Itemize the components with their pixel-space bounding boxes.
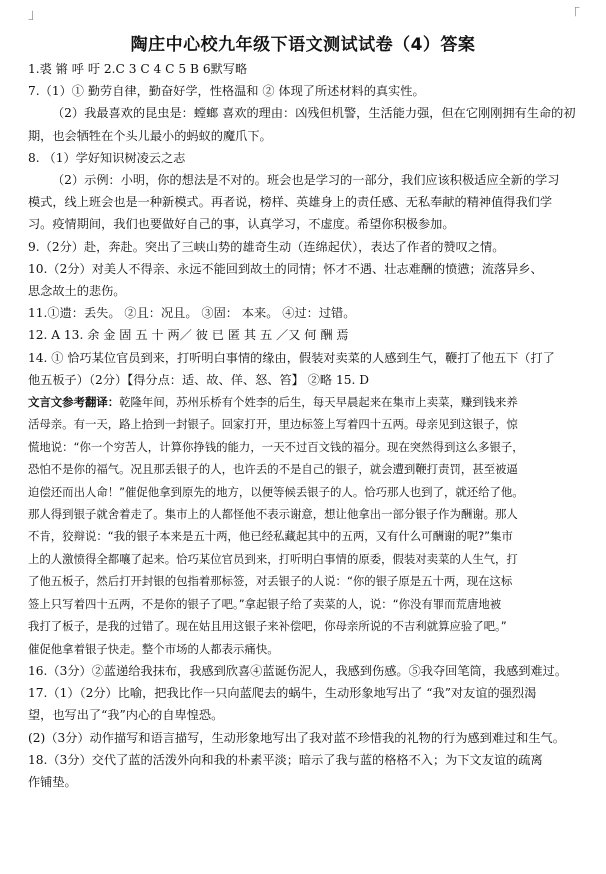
- translation-line-3: 慌地说：“你一个穷苦人，计算你挣钱的能力，一天不过百文钱的福分。现在突然得到这么多银子，: [28, 439, 524, 454]
- corner-crop-mark-left: 」: [28, 7, 42, 23]
- translation-line-1: 文言文参考翻译：乾隆年间，苏州乐桥有个姓李的后生，每天早晨起来在集市上卖菜，赚到钱来养: [28, 395, 518, 410]
- translation-line-10: 签上只写着四十五两，不是你的银子了吧。”拿起银子给了卖菜的人，说：“你没有罪而荒唐地被: [28, 596, 502, 611]
- answer-line-q8-1: 8. （1）学好知识树凌云之志: [28, 150, 186, 165]
- answer-line-q10-1: 10.（2分）对美人不得亲、永远不能回到故土的同情；怀才不遇、壮志难酬的愤懑；流落异乡、: [28, 261, 543, 276]
- translation-line-6: 那人得到银子就舍着走了。集市上的人都怪他不表示谢意，想让他拿出一部分银子作为酬谢。那人: [28, 507, 518, 522]
- answer-line-q9: 9.（2分）赴，奔赴。突出了三峡山势的雄奇生动（连绵起伏），表达了作者的赞叹之情。: [28, 239, 505, 254]
- answer-line-q8-3: 模式，线上班会也是一种新模式。再者说，榜样、英雄身上的责任感、无私奉献的精神值得我们学: [28, 195, 553, 210]
- answer-line-q18-1: 18.（3分）交代了蓝的活泼外向和我的朴素平淡；暗示了我与蓝的格格不入；为下文友谊的疏离: [28, 752, 543, 767]
- answer-line-q1-6: 1.裘 锵 呼 吁 2.C 3 C 4 C 5 B 6默写略: [28, 62, 248, 76]
- translation-line-8: 上的人激愤得全都嚷了起来。恰巧某位官员到来，打听明白事情的原委，假装对卖菜的人生气，打: [28, 551, 518, 566]
- translation-line-11: 我打了板子，是我的过错了。现在姑且用这银子来补偿吧，你母亲所说的不吉利就算应验了吧。”: [28, 619, 507, 634]
- answer-line-q7-2: （2）我最喜欢的昆虫是：螳螂 喜欢的理由：凶残但机警，生活能力强，但在它刚刚拥有生命的初: [52, 106, 576, 121]
- answer-line-q17-1: 17.（1）（2分）比喻，把我比作一只向蓝爬去的蜗牛，生动形象地写出了 “我”对友谊的强烈渴: [28, 686, 537, 701]
- answer-line-q10-2: 思念故土的悲伤。: [28, 284, 126, 299]
- answer-line-q17-2: 望，也写出了“我”内心的自卑惶恐。: [28, 708, 224, 723]
- answer-line-q8-4: 习。疫情期间，我们也要做好自己的事，认真学习，不虚度。希望你积极参加。: [28, 217, 455, 232]
- page-title: 陶庄中心校九年级下语文测试试卷（4）答案: [130, 35, 476, 55]
- answer-content: [28, 58, 580, 793]
- answer-line-q12-13: 12. A 13. 余 金 固 五 十 两／ 彼 已 匿 其 五 ／又 何 酬 焉: [28, 328, 349, 343]
- answer-line-q18-2: 作铺垫。: [28, 774, 77, 789]
- answer-line-q17-3: (2)（3分）动作描写和语言描写，生动形象地写出了我对蓝不珍惜我的礼物的行为感到难过和生气。: [28, 730, 565, 745]
- answer-line-q8-2: （2）示例：小明，你的想法是不对的。班会也是学习的一部分，我们应该积极适应全新的学习: [52, 173, 560, 188]
- answer-line-q7-1: 7.（1）① 勤劳自律，勤奋好学，性格温和 ② 体现了所述材料的真实性。: [28, 84, 425, 99]
- translation-label: 文言文参考翻译：: [28, 395, 120, 410]
- answer-line-q14-2: 他五板子）（2分）【得分点：适、故、佯、怒、笞】 ②略 15. D: [28, 372, 370, 387]
- translation-line-7: 不肯，狡辩说：“我的银子本来是五十两，他已经私藏起其中的五两，又有什么可酬谢的呢?”集市: [28, 529, 513, 544]
- corner-crop-mark-right: 「: [566, 7, 580, 23]
- translation-line-12: 催促他拿着银子快走。整个市场的人都表示痛快。: [28, 641, 279, 656]
- answer-line-q14-1: 14. ① 恰巧某位官员到来，打听明白事情的缘由，假装对卖菜的人感到生气，鞭打了他五下（打了: [28, 350, 555, 365]
- translation-line-4: 恐怕不是你的福气。况且那丢银子的人，也许丢的不是自己的银子，就会遭到鞭打责罚，甚至被逼: [28, 462, 518, 477]
- answer-line-q7-3: 期，也会牺牲在个头儿最小的蚂蚁的魔爪下。: [28, 128, 272, 143]
- answer-line-q16: 16.（3分）②蓝递给我抹布，我感到欣喜④蓝诞伤泥人，我感到伤感。⑤我夺回笔筒，我感到难过。: [28, 663, 568, 678]
- answer-line-q11: 11.①遗：丢失。 ②且：况且。 ③固： 本来。 ④过：过错。: [28, 306, 356, 321]
- translation-line-5: 迫偿还而出人命！”催促他拿到原先的地方，以便等候丢银子的人。恰巧那人也到了，就还给了他。: [28, 484, 524, 499]
- translation-line-2: 活母亲。有一天，路上拾到一封银子。回家打开，里边标签上写着四十五两。母亲见到这银子，惊: [28, 417, 518, 432]
- translation-line-9: 了他五板子，然后打开封银的包指着那标签，对丢银子的人说：“你的银子原是五十两，现在这标: [28, 574, 513, 589]
- classical-translation: [28, 391, 580, 660]
